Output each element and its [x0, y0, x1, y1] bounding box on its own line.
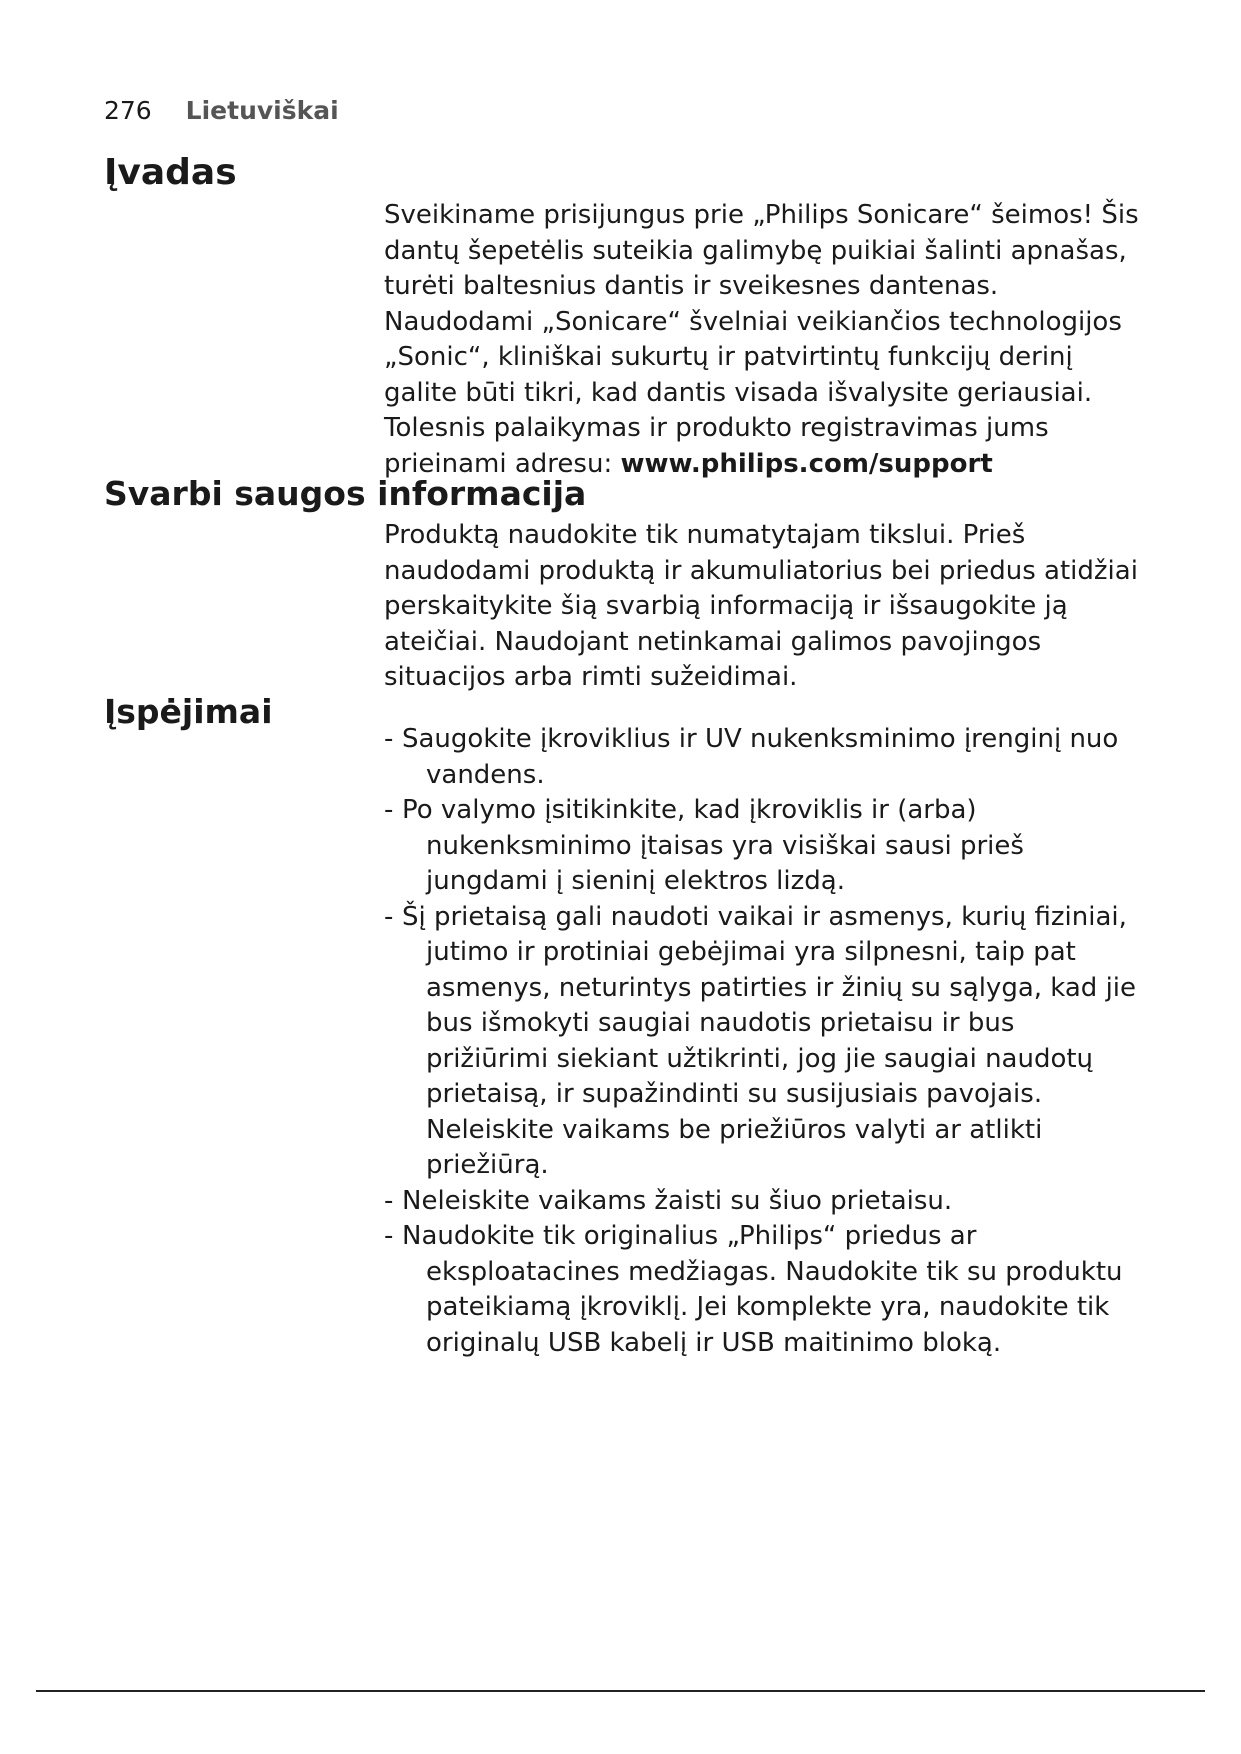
intro-title: Įvadas	[104, 152, 237, 193]
intro-paragraph	[384, 198, 1144, 482]
safety-section	[384, 518, 1144, 696]
intro-section	[384, 198, 1144, 482]
intro-text: Sveikiname prisijungus prie „Philips Sonicare“ šeimos! Šis dantų šepetėlis suteikia galimybę puikiai šalinti apnašas, turėti baltesnius dantis ir sveikesnes dantenas. Naudodami „Sonicare“ švelniai veikiančios technologijos „Sonic“, kliniškai sukurtų ir patvirtintų funkcijų derinį galite būti tikri, kad dantis visada išvalysite geriausiai. Tolesnis palaikymas ir produkto registravimas jums prieinami adresu:	[384, 200, 1139, 479]
warnings-list	[384, 722, 1144, 1361]
page-number: 276	[104, 96, 152, 125]
language-label: Lietuviškai	[185, 96, 339, 125]
warning-item: - Po valymo įsitikinkite, kad įkroviklis ir (arba) nukenksminimo įtaisas yra visiškai sausi prieš jungdami į sieninį elektros lizdą.	[384, 795, 1024, 896]
safety-paragraph: Produktą naudokite tik numatytajam tikslui. Prieš naudodami produktą ir akumuliatorius bei priedus atidžiai perskaitykite šią svarbią informaciją ir išsaugokite ją ateičiai. Naudojant netinkamai galimos pavojingos situacijos arba rimti sužeidimai.	[384, 520, 1138, 692]
warning-item: - Saugokite įkroviklius ir UV nukenksminimo įrenginį nuo vandens.	[384, 724, 1119, 790]
footer-divider	[36, 1690, 1205, 1692]
page-header	[104, 96, 339, 125]
warning-item: - Naudokite tik originalius „Philips“ priedus ar eksploatacines medžiagas. Naudokite tik su produktu pateikiamą įkroviklį. Jei komplekte yra, naudokite tik originalų USB kabelį ir USB maitinimo bloką.	[384, 1221, 1123, 1358]
warnings-section	[384, 722, 1144, 1361]
safety-title: Svarbi saugos informacija	[104, 474, 587, 513]
warnings-title: Įspėjimai	[104, 692, 273, 731]
warning-item: - Neleiskite vaikams žaisti su šiuo prietaisu.	[384, 1185, 953, 1216]
warning-item: - Šį prietaisą gali naudoti vaikai ir asmenys, kurių fiziniai, jutimo ir protiniai gebėjimai yra silpnesni, taip pat asmenys, neturintys patirties ir žinių su sąlyga, kad jie bus išmokyti saugiai naudotis prietaisu ir bus prižiūrimi siekiant užtikrinti, jog jie saugiai naudotų prietaisą, ir supažindinti su susijusiais pavojais. Neleiskite vaikams be priežiūros valyti ar atlikti priežiūrą.	[384, 901, 1137, 1180]
support-url[interactable]: www.philips.com/support	[620, 448, 993, 479]
